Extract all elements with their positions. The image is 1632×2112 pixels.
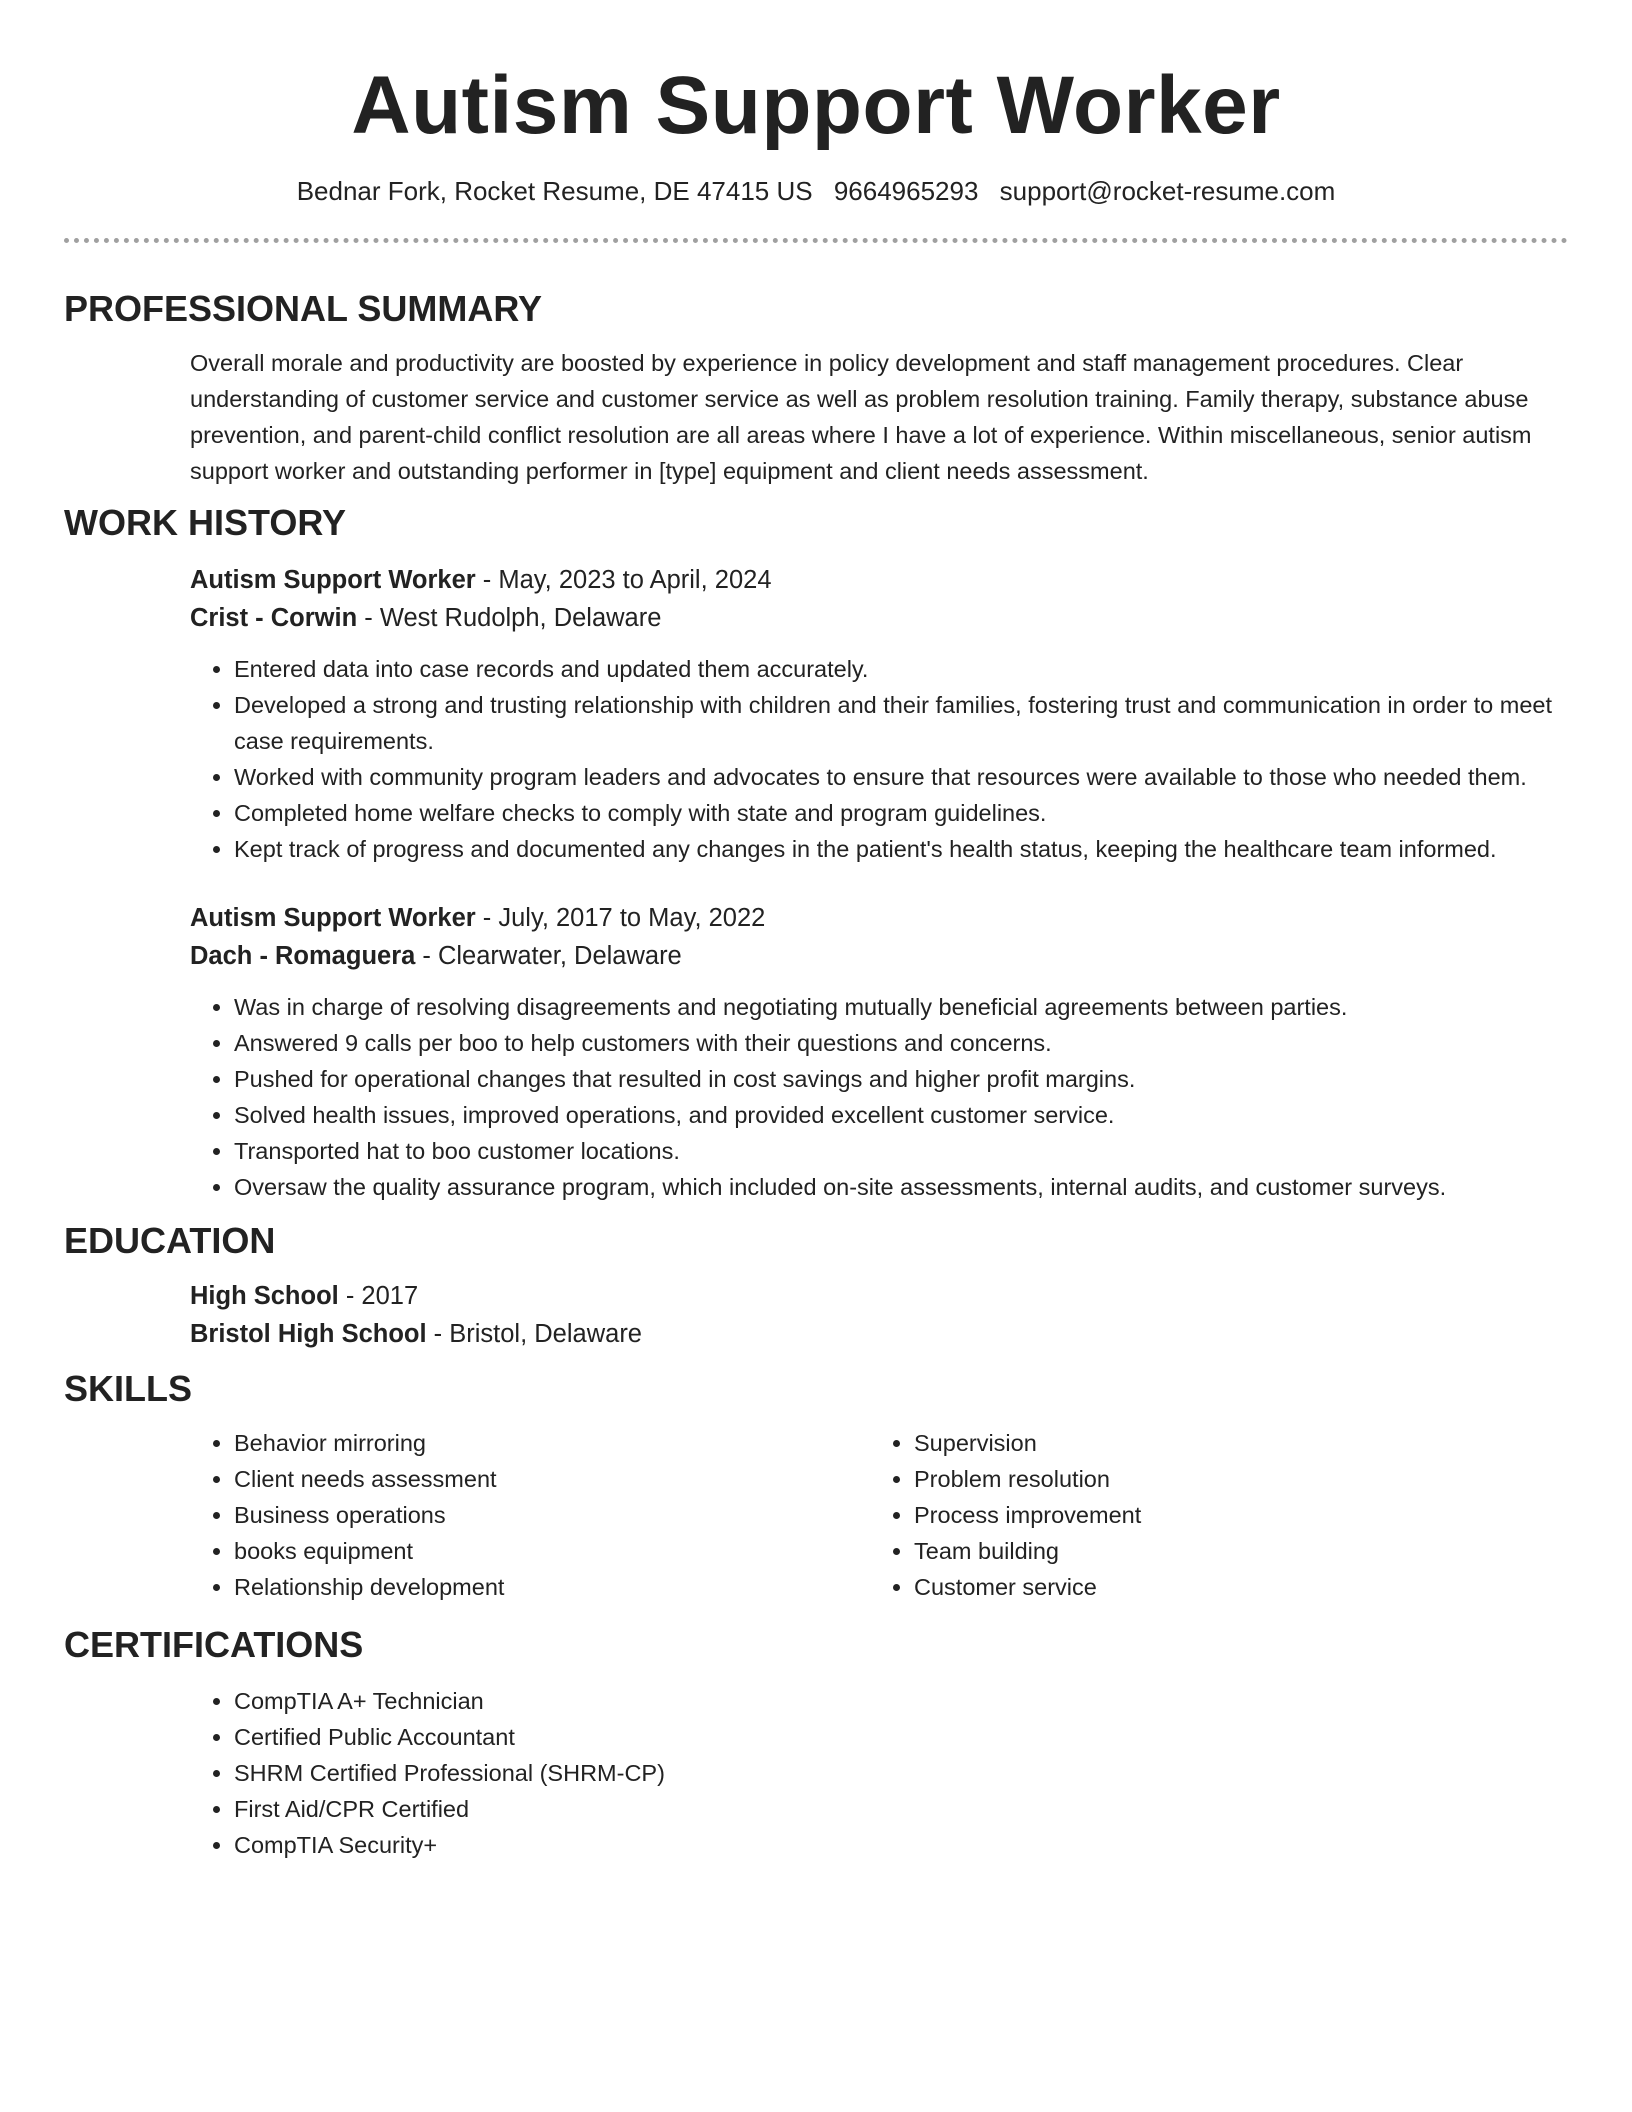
list-item: • SHRM Certified Professional (SHRM-CP) — [234, 1755, 1568, 1791]
skills-list — [190, 1425, 870, 1605]
education-school-line — [190, 1315, 1568, 1353]
job-company: Crist - Corwin — [190, 604, 358, 632]
section-title-work-history: WORK HISTORY — [64, 502, 347, 543]
list-item: • books equipment — [234, 1533, 870, 1569]
skills-grid — [190, 1425, 1568, 1605]
job-company: Dach - Romaguera — [190, 942, 416, 970]
job-entry — [190, 899, 1568, 975]
skills-column-left — [190, 1425, 870, 1605]
certifications-block — [190, 1683, 1568, 1863]
list-item: • Worked with community program leaders and advocates to ensure that resources were available to those who needed them. — [234, 759, 1568, 795]
summary-block — [190, 345, 1568, 489]
education-degree: High School — [190, 1282, 339, 1310]
list-item: • Behavior mirroring — [234, 1425, 870, 1461]
job-title: Autism Support Worker — [190, 904, 476, 932]
list-item: • Business operations — [234, 1497, 870, 1533]
resume-name: Autism Support Worker — [351, 60, 1281, 151]
section-title-certifications: CERTIFICATIONS — [64, 1624, 364, 1665]
resume-page — [64, 0, 1568, 1863]
list-item: • First Aid/CPR Certified — [234, 1791, 1568, 1827]
job-bullets — [190, 651, 1568, 867]
job-dates: - May, 2023 to April, 2024 — [475, 566, 772, 594]
list-item: • Relationship development — [234, 1569, 870, 1605]
list-item: • Oversaw the quality assurance program, which included on-site assessments, internal audits, and customer surveys. — [234, 1169, 1568, 1205]
section-title-summary: PROFESSIONAL SUMMARY — [64, 288, 543, 329]
skills-list — [870, 1425, 1550, 1605]
list-item: • Entered data into case records and updated them accurately. — [234, 651, 1568, 687]
job-bullets — [190, 989, 1568, 1205]
header-divider — [64, 238, 1568, 243]
list-item: • Answered 9 calls per boo to help customers with their questions and concerns. — [234, 1025, 1568, 1061]
education-location: - Bristol, Delaware — [426, 1320, 642, 1348]
list-item: • Completed home welfare checks to comply with state and program guidelines. — [234, 795, 1568, 831]
list-item: • Problem resolution — [914, 1461, 1550, 1497]
education-year: - 2017 — [338, 1282, 419, 1310]
list-item: • Process improvement — [914, 1497, 1550, 1533]
list-item: • Developed a strong and trusting relationship with children and their families, fostering trust and communication in order to meet case requirements. — [234, 687, 1568, 759]
job-company-line — [190, 937, 1568, 975]
summary-text: Overall morale and productivity are boosted by experience in policy development and staff management procedures. Clear understanding of customer service and customer service as well as problem resolution training. Family therapy, substance abuse prevention, and parent-child conflict resolution are all areas where I have a lot of experience. Within miscellaneous, senior autism support worker and outstanding performer in [type] equipment and client needs assessment. — [190, 350, 1532, 484]
education-school: Bristol High School — [190, 1320, 427, 1348]
job-entry — [190, 561, 1568, 637]
education-entry — [190, 1277, 1568, 1353]
list-item: • Transported hat to boo customer locations. — [234, 1133, 1568, 1169]
list-item: • CompTIA A+ Technician — [234, 1683, 1568, 1719]
job-location: - West Rudolph, Delaware — [357, 604, 662, 632]
job-location: - Clearwater, Delaware — [415, 942, 682, 970]
job-bullet-list — [190, 989, 1568, 1205]
job-title-line — [190, 899, 1568, 937]
job-company-line — [190, 599, 1568, 637]
skills-column-right — [870, 1425, 1550, 1605]
list-item: • Customer service — [914, 1569, 1550, 1605]
list-item: • Solved health issues, improved operations, and provided excellent customer service. — [234, 1097, 1568, 1133]
job-title: Autism Support Worker — [190, 566, 476, 594]
list-item: • Pushed for operational changes that resulted in cost savings and higher profit margins. — [234, 1061, 1568, 1097]
list-item: • Team building — [914, 1533, 1550, 1569]
contact-address: Bednar Fork, Rocket Resume, DE 47415 US — [296, 176, 813, 206]
list-item: • Kept track of progress and documented any changes in the patient's health status, keeping the healthcare team informed. — [234, 831, 1568, 867]
education-degree-line — [190, 1277, 1568, 1315]
section-title-education: EDUCATION — [64, 1220, 276, 1261]
contact-line — [64, 174, 1568, 208]
list-item: • Certified Public Accountant — [234, 1719, 1568, 1755]
contact-phone: 9664965293 — [833, 176, 979, 206]
section-title-skills: SKILLS — [64, 1368, 193, 1409]
job-title-line — [190, 561, 1568, 599]
job-bullet-list — [190, 651, 1568, 867]
certifications-list — [190, 1683, 1568, 1863]
job-dates: - July, 2017 to May, 2022 — [475, 904, 766, 932]
list-item: • Client needs assessment — [234, 1461, 870, 1497]
contact-email: support@rocket-resume.com — [999, 176, 1336, 206]
list-item: • Supervision — [914, 1425, 1550, 1461]
list-item: • Was in charge of resolving disagreements and negotiating mutually beneficial agreements between parties. — [234, 989, 1568, 1025]
list-item: • CompTIA Security+ — [234, 1827, 1568, 1863]
